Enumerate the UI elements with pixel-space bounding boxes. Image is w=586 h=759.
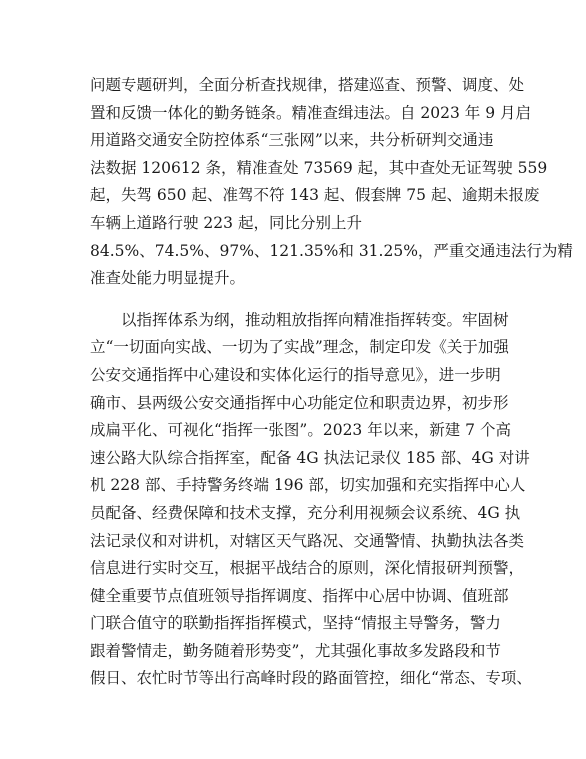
text-line: 车辆上道路行驶 223 起，同比分别上升 xyxy=(90,213,362,232)
text-line: 法数据 120612 条，精准查处 73569 起，其中查处无证驾驶 559 xyxy=(90,158,548,177)
text-line: 准查处能力明显提升。 xyxy=(90,269,246,288)
text-line: 健全重要节点值班领导指挥调度、指挥中心居中协调、值班部 xyxy=(90,586,509,605)
text-line: 成扁平化、可视化“指挥一张图”。2023 年以来，新建 7 个高 xyxy=(90,421,511,440)
text-line: 起，失驾 650 起、准驾不符 143 起、假套牌 75 起、逾期未报废 xyxy=(90,186,540,205)
paragraph-spacer xyxy=(90,293,510,307)
text-line: 公安交通指挥中心建设和实体化运行的指导意见》，进一步明 xyxy=(90,365,501,384)
text-line: 速公路大队综合指挥室，配备 4G 执法记录仪 185 部、4G 对讲 xyxy=(90,448,530,467)
text-line: 信息进行实时交互，根据平战结合的原则，深化情报研判预警， xyxy=(90,559,525,578)
text-line: 跟着警情走，勤务随着形势变”，尤其强化事故多发路段和节 xyxy=(90,641,501,660)
text-line: 用道路交通安全防控体系“三张网”以来，共分析研判交通违 xyxy=(90,131,494,150)
text-line: 法记录仪和对讲机，对辖区天气路况、交通警情、执勤执法各类 xyxy=(90,531,525,550)
text-line: 确市、县两级公安交通指挥中心功能定位和职责边界，初步形 xyxy=(90,393,509,412)
text-line: 84.5%、74.5%、97%、121.35%和 31.25%，严重交通违法行为精 xyxy=(90,241,573,260)
text-line: 员配备、经费保障和技术支撑，充分利用视频会议系统、4G 执 xyxy=(90,503,521,522)
text-line: 门联合值守的联勤指挥指挥模式，坚持“情报主导警务，警力 xyxy=(90,614,501,633)
text-line: 以指挥体系为纲，推动粗放指挥向精准指挥转变。牢固树 xyxy=(90,310,509,329)
text-line: 置和反馈一体化的勤务链条。精准查缉违法。自 2023 年 9 月启 xyxy=(90,103,532,122)
document-body xyxy=(90,72,573,693)
text-line: 机 228 部、手持警务终端 196 部，切实加强和充实指挥中心人 xyxy=(90,476,526,495)
paragraph-enforcement xyxy=(90,72,573,293)
text-line: 问题专题研判，全面分析查找规律，搭建巡查、预警、调度、处 xyxy=(90,76,525,94)
text-line: 假日、农忙时节等出行高峰时段的路面管控，细化“常态、专项、 xyxy=(90,669,532,688)
text-line: 立“一切面向实战、一切为了实战”理念，制定印发《关于加强 xyxy=(90,338,509,357)
paragraph-command-system xyxy=(90,307,532,693)
